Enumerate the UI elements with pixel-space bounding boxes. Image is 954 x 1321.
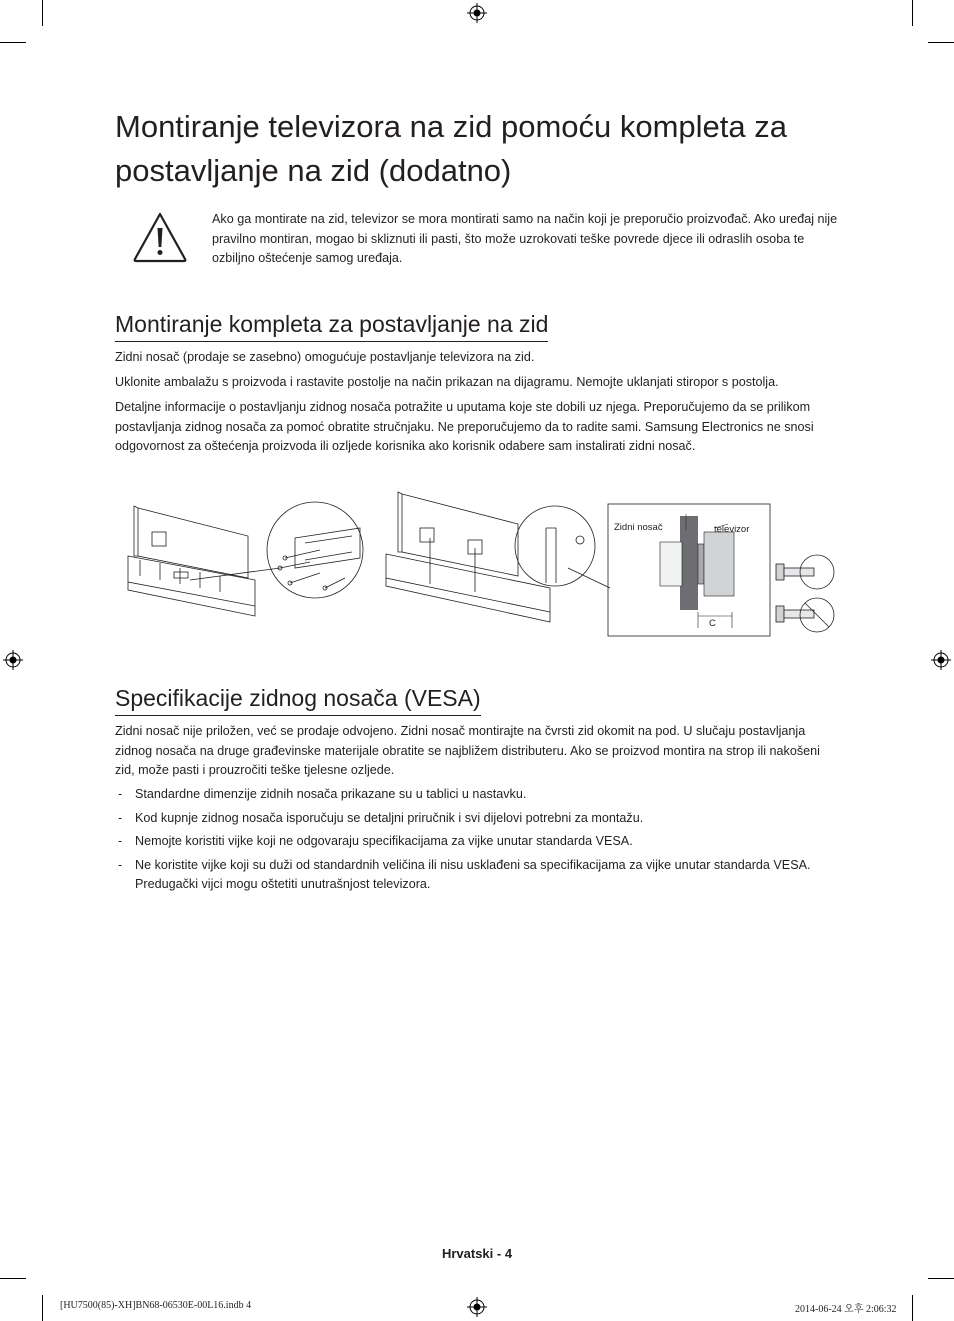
section-heading-mounting-kit: Montiranje kompleta za postavljanje na zid bbox=[115, 310, 548, 342]
list-item bbox=[115, 856, 840, 895]
list-item-text: Standardne dimenzije zidnih nosača prikazane su u tablici u nastavku. bbox=[135, 787, 527, 801]
bracket-zoom-illustration bbox=[267, 502, 363, 598]
wall-bracket-label: Zidni nosač bbox=[614, 522, 663, 533]
crop-mark bbox=[928, 42, 954, 43]
list-item-text: Ne koristite vijke koji su duži od standardnih veličina ili nisu usklađeni sa specifikacijama za vijke unutar standarda VESA. Predugački vijci mogu oštetiti unutrašnjost televizora. bbox=[135, 857, 811, 891]
page-number: Hrvatski - 4 bbox=[441, 1246, 513, 1261]
tv-back-illustration bbox=[128, 506, 280, 616]
section-heading-vesa: Specifikacije zidnog nosača (VESA) bbox=[115, 684, 481, 716]
warning-triangle-icon bbox=[132, 211, 188, 263]
registration-mark-icon bbox=[931, 650, 951, 670]
bullet-dash: - bbox=[118, 810, 123, 825]
tv-side-illustration bbox=[386, 492, 550, 622]
crop-mark bbox=[912, 1295, 913, 1321]
paragraph: Detaljne informacije o postavljanju zidnog nosača potražite u uputama koje ste dobili uz njega. Preporučujemo da se prilikom postavljanja zidnog nosača za pomoć obratite stručnjaku. Ne preporučujemo da to radite sami. Samsung Electronics ne snosi odgovornost za oštećenja proizvoda ili ozljede korisnika ako korisnik odabere sam instalirati zidni nosač. bbox=[115, 400, 814, 453]
crop-mark bbox=[42, 0, 43, 26]
list-item bbox=[115, 785, 840, 805]
list-item-text: Nemojte koristiti vijke koji ne odgovaraju specifikacijama za vijke unutar standarda VESA. bbox=[135, 834, 633, 848]
crop-mark bbox=[42, 1295, 43, 1321]
tv-label: televizor bbox=[714, 524, 750, 535]
paragraph: Zidni nosač (prodaje se zasebno) omogućuje postavljanje televizora na zid. bbox=[115, 350, 535, 364]
crop-mark bbox=[0, 42, 26, 43]
bullet-dash: - bbox=[118, 857, 123, 872]
page-title: Montiranje televizora na zid pomoću kompleta za postavljanje na zid (dodatno) bbox=[115, 109, 788, 188]
bullet-dash: - bbox=[118, 834, 123, 848]
list-item bbox=[115, 809, 840, 829]
crop-mark bbox=[912, 0, 913, 26]
crop-mark bbox=[928, 1278, 954, 1279]
file-info: [HU7500(85)-XH]BN68-06530E-00L16.indb 4 bbox=[60, 1300, 252, 1311]
paragraph: Uklonite ambalažu s proizvoda i rastavite postolje na način prikazan na dijagramu. Nemojte uklanjati stiropor s postolja. bbox=[115, 375, 779, 389]
screw-wrong-icon bbox=[776, 598, 834, 632]
hook-zoom-illustration bbox=[515, 506, 610, 588]
registration-mark-icon bbox=[3, 650, 23, 670]
wall-mount-diagram bbox=[120, 488, 840, 643]
print-timestamp: 2014-06-24 오후 2:06:32 bbox=[795, 1304, 897, 1315]
registration-mark-icon bbox=[467, 1297, 487, 1317]
crop-mark bbox=[0, 1278, 26, 1279]
list-item bbox=[115, 832, 840, 852]
screw-correct-icon bbox=[776, 555, 834, 589]
list-item-text: Kod kupnje zidnog nosača isporučuju se detaljni priručnik i svi dijelovi potrebni za montažu. bbox=[135, 810, 644, 825]
bullet-dash: - bbox=[118, 787, 123, 801]
warning-text: Ako ga montirate na zid, televizor se mora montirati samo na način koji je preporučio proizvođač. Ako uređaj nije pravilno montiran, mogao bi skliznuti ili pasti, što može uzrokovati teške povrede djece ili odraslih osoba te ozbiljno oštećenje samog uređaja. bbox=[212, 212, 838, 265]
paragraph: Zidni nosač nije priložen, već se prodaje odvojeno. Zidni nosač montirajte na čvrsti zid okomit na pod. U slučaju postavljanja zidnog nosača na druge građevinske materijale obratite se najbližem distributeru. Ako se proizvod montira na strop ili nakošeni zid, može pasti i prouzročiti teške tjelesne ozljede. bbox=[115, 724, 820, 777]
distance-c-label: C bbox=[709, 618, 716, 629]
registration-mark-icon bbox=[467, 3, 487, 23]
bullet-list bbox=[115, 785, 840, 899]
